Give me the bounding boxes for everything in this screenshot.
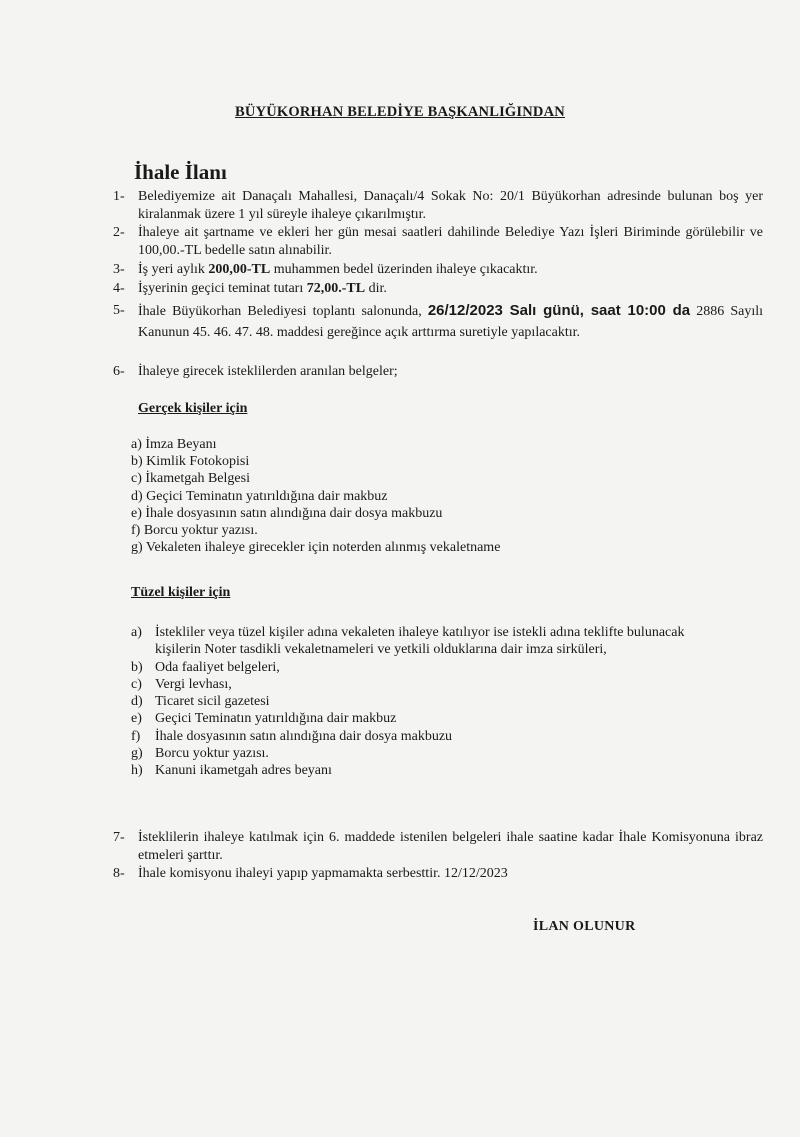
list-item xyxy=(131,676,711,693)
item-text-part: İşyerinin geçici teminat tutarı xyxy=(138,281,307,296)
item-text-part: İhale Büyükorhan Belediyesi toplantı salonunda, xyxy=(138,304,428,319)
item-number: 2- xyxy=(113,225,125,240)
individuals-heading: Gerçek kişiler için xyxy=(138,401,248,416)
item-text-part: 2886 Sayılı Kanunun 45. 46. 47. 48. maddesi gereğince açık arttırma suretiyle yapılacaktır. xyxy=(138,304,763,340)
list-item xyxy=(131,659,711,676)
list-item-text: Oda faaliyet belgeleri, xyxy=(155,659,280,675)
item-number: 4- xyxy=(113,281,125,296)
rent-amount: 200,00-TL xyxy=(208,262,271,277)
list-item-letter: g) xyxy=(131,746,143,762)
item-number: 6- xyxy=(113,364,125,379)
numbered-item-7 xyxy=(113,829,763,864)
auction-date-time: 26/12/2023 Salı günü, saat 10:00 da xyxy=(427,302,691,319)
list-item xyxy=(131,693,711,710)
item-text: İhale komisyonu ihaleyi yapıp yapmamakta serbesttir. 12/12/2023 xyxy=(138,866,508,881)
list-item-text: İhale dosyasının satın alındığına dair dosya makbuzu xyxy=(155,728,453,744)
list-item xyxy=(131,762,711,779)
numbered-item-4 xyxy=(113,280,763,298)
list-item-text: Borcu yoktur yazısı. xyxy=(155,746,269,762)
list-item: c) İkametgah Belgesi xyxy=(131,471,250,487)
item-number: 3- xyxy=(113,262,125,277)
numbered-item-5 xyxy=(113,300,763,343)
item-number: 1- xyxy=(113,189,125,204)
numbered-item-2 xyxy=(113,224,763,259)
list-item xyxy=(131,728,711,745)
list-item-text: Vergi levhası, xyxy=(155,676,232,692)
document-heading: BÜYÜKORHAN BELEDİYE BAŞKANLIĞINDAN xyxy=(235,104,565,120)
list-item-letter: b) xyxy=(131,659,143,675)
numbered-item-1 xyxy=(113,188,763,223)
list-item xyxy=(131,624,711,659)
item-number: 7- xyxy=(113,830,125,845)
individuals-document-list xyxy=(131,436,731,556)
list-item-letter: e) xyxy=(131,711,142,727)
list-item: a) İmza Beyanı xyxy=(131,437,217,452)
item-text: Belediyemize ait Danaçalı Mahallesi, Danaçalı/4 Sokak No: 20/1 Büyükorhan adresinde bulunan boş yer kiralanmak üzere 1 yıl süreyle ihaleye çıkarılmıştır. xyxy=(138,189,763,222)
item-text-part: muhammen bedel üzerinden ihaleye çıkacaktır. xyxy=(270,262,538,277)
list-item-text: İstekliler veya tüzel kişiler adına vekaleten ihaleye katılıyor ise istekli adına teklifte bulunacak kişilerin Noter tasdikli vekaletnameleri ve yetkili olduklarına dair imza sirküleri, xyxy=(155,625,685,658)
list-item-text: Kanuni ikametgah adres beyanı xyxy=(155,763,332,779)
item-text-part: İş yeri aylık xyxy=(138,262,209,277)
list-item-letter: c) xyxy=(131,676,142,692)
list-item-letter: a) xyxy=(131,625,142,640)
list-item: d) Geçici Teminatın yatırıldığına dair makbuz xyxy=(131,488,388,504)
numbered-item-6 xyxy=(113,363,763,381)
list-item: b) Kimlik Fotokopisi xyxy=(131,454,250,470)
list-item-text: Geçici Teminatın yatırıldığına dair makbuz xyxy=(155,711,397,727)
item-text: İsteklilerin ihaleye katılmak için 6. maddede istenilen belgeleri ihale saatine kadar İhale Komisyonuna ibraz etmeleri şarttır. xyxy=(138,830,763,863)
guarantee-amount: 72,00.-TL xyxy=(306,281,366,296)
item-text: İhaleye girecek isteklilerden aranılan belgeler; xyxy=(138,364,398,379)
legal-entities-document-list xyxy=(131,624,711,780)
numbered-item-3 xyxy=(113,261,763,279)
list-item: e) İhale dosyasının satın alındığına dair dosya makbuzu xyxy=(131,505,443,521)
list-item xyxy=(131,710,711,727)
item-text xyxy=(138,300,763,343)
legal-entities-heading: Tüzel kişiler için xyxy=(131,585,231,600)
closing-statement: İLAN OLUNUR xyxy=(533,919,636,934)
item-text-part: dir. xyxy=(365,281,387,296)
item-text xyxy=(138,261,763,279)
item-number: 5- xyxy=(113,303,125,318)
list-item: f) Borcu yoktur yazısı. xyxy=(131,523,258,539)
numbered-item-8 xyxy=(113,865,763,883)
item-text xyxy=(138,280,763,298)
list-item-letter: d) xyxy=(131,694,143,710)
list-item: g) Vekaleten ihaleye girecekler için noterden alınmış vekaletname xyxy=(131,540,501,556)
list-item-text: Ticaret sicil gazetesi xyxy=(155,694,270,710)
list-item xyxy=(131,745,711,762)
document-title: İhale İlanı xyxy=(134,160,227,184)
list-item-letter: f) xyxy=(131,728,141,744)
list-item-letter: h) xyxy=(131,763,143,779)
item-text: İhaleye ait şartname ve ekleri her gün mesai saatleri dahilinde Belediye Yazı İşleri Biriminde görülebilir ve 100,00.-TL bedelle satın alınabilir. xyxy=(138,225,763,258)
item-number: 8- xyxy=(113,866,125,881)
